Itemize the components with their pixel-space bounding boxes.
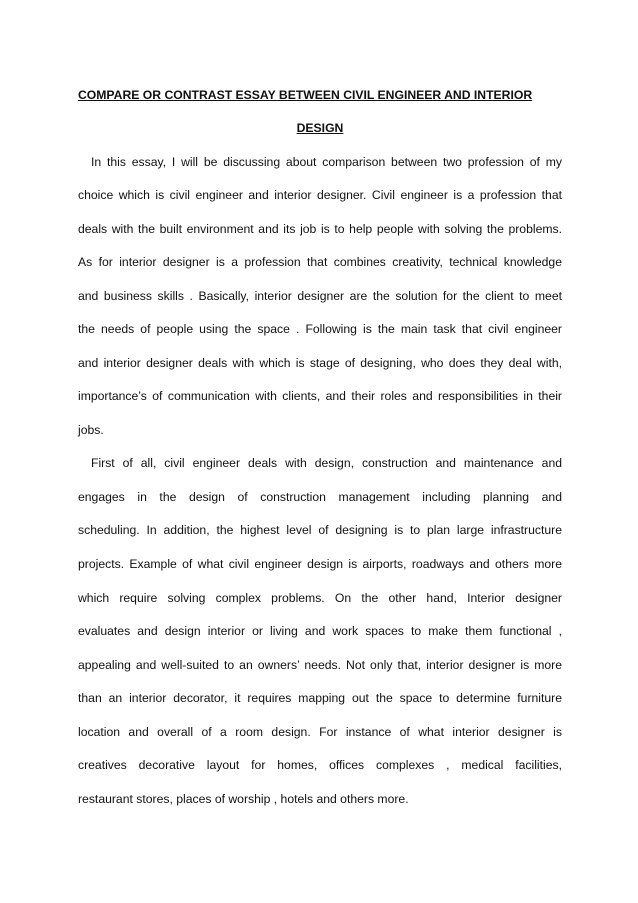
paragraph-2-line: appealing and well-suited to an owners’ needs. Not only that, interior designer is more — [78, 658, 562, 672]
paragraph-2-line: than an interior decorator, it requires mapping out the space to determine furniture — [78, 691, 562, 705]
paragraph-1-line: choice which is civil engineer and interior designer. Civil engineer is a profession that — [78, 188, 562, 202]
paragraph-1-line: and interior designer deals with which is stage of designing, who does they deal with, — [78, 356, 562, 370]
paragraph-2-line: engages in the design of construction management including planning and — [78, 490, 562, 504]
paragraph-2-line: location and overall of a room design. For instance of what interior designer is — [78, 725, 562, 739]
paragraph-1-line: deals with the built environment and its job is to help people with solving the problems. — [78, 222, 562, 236]
paragraph-2-line: evaluates and design interior or living and work spaces to make them functional , — [78, 624, 562, 638]
paragraph-1-line: As for interior designer is a profession that combines creativity, technical knowledge — [78, 255, 562, 269]
paragraph-2-line: projects. Example of what civil engineer design is airports, roadways and others more — [78, 557, 562, 571]
paragraph-2-line: scheduling. In addition, the highest level of designing is to plan large infrastructure — [78, 523, 562, 537]
essay-title-line-2: DESIGN — [296, 121, 344, 135]
paragraph-2-line: which require solving complex problems. On the other hand, Interior designer — [78, 591, 562, 605]
paragraph-2-line: First of all, civil engineer deals with design, construction and maintenance and — [91, 456, 562, 470]
paragraph-2-line: creatives decorative layout for homes, offices complexes , medical facilities, — [78, 758, 562, 772]
paragraph-1-line: the needs of people using the space . Following is the main task that civil engineer — [78, 322, 562, 336]
paragraph-1-line: In this essay, I will be discussing about comparison between two profession of my — [91, 155, 562, 169]
paragraph-1-line: jobs. — [78, 423, 104, 437]
paragraph-1-line: and business skills . Basically, interior designer are the solution for the client to meet — [78, 289, 562, 303]
paragraph-2-line: restaurant stores, places of worship , hotels and others more. — [78, 792, 409, 806]
essay-title-line-1: COMPARE OR CONTRAST ESSAY BETWEEN CIVIL ENGINEER AND INTERIOR — [78, 88, 533, 102]
paragraph-1-line: importance’s of communication with clients, and their roles and responsibilities in their — [78, 389, 562, 403]
